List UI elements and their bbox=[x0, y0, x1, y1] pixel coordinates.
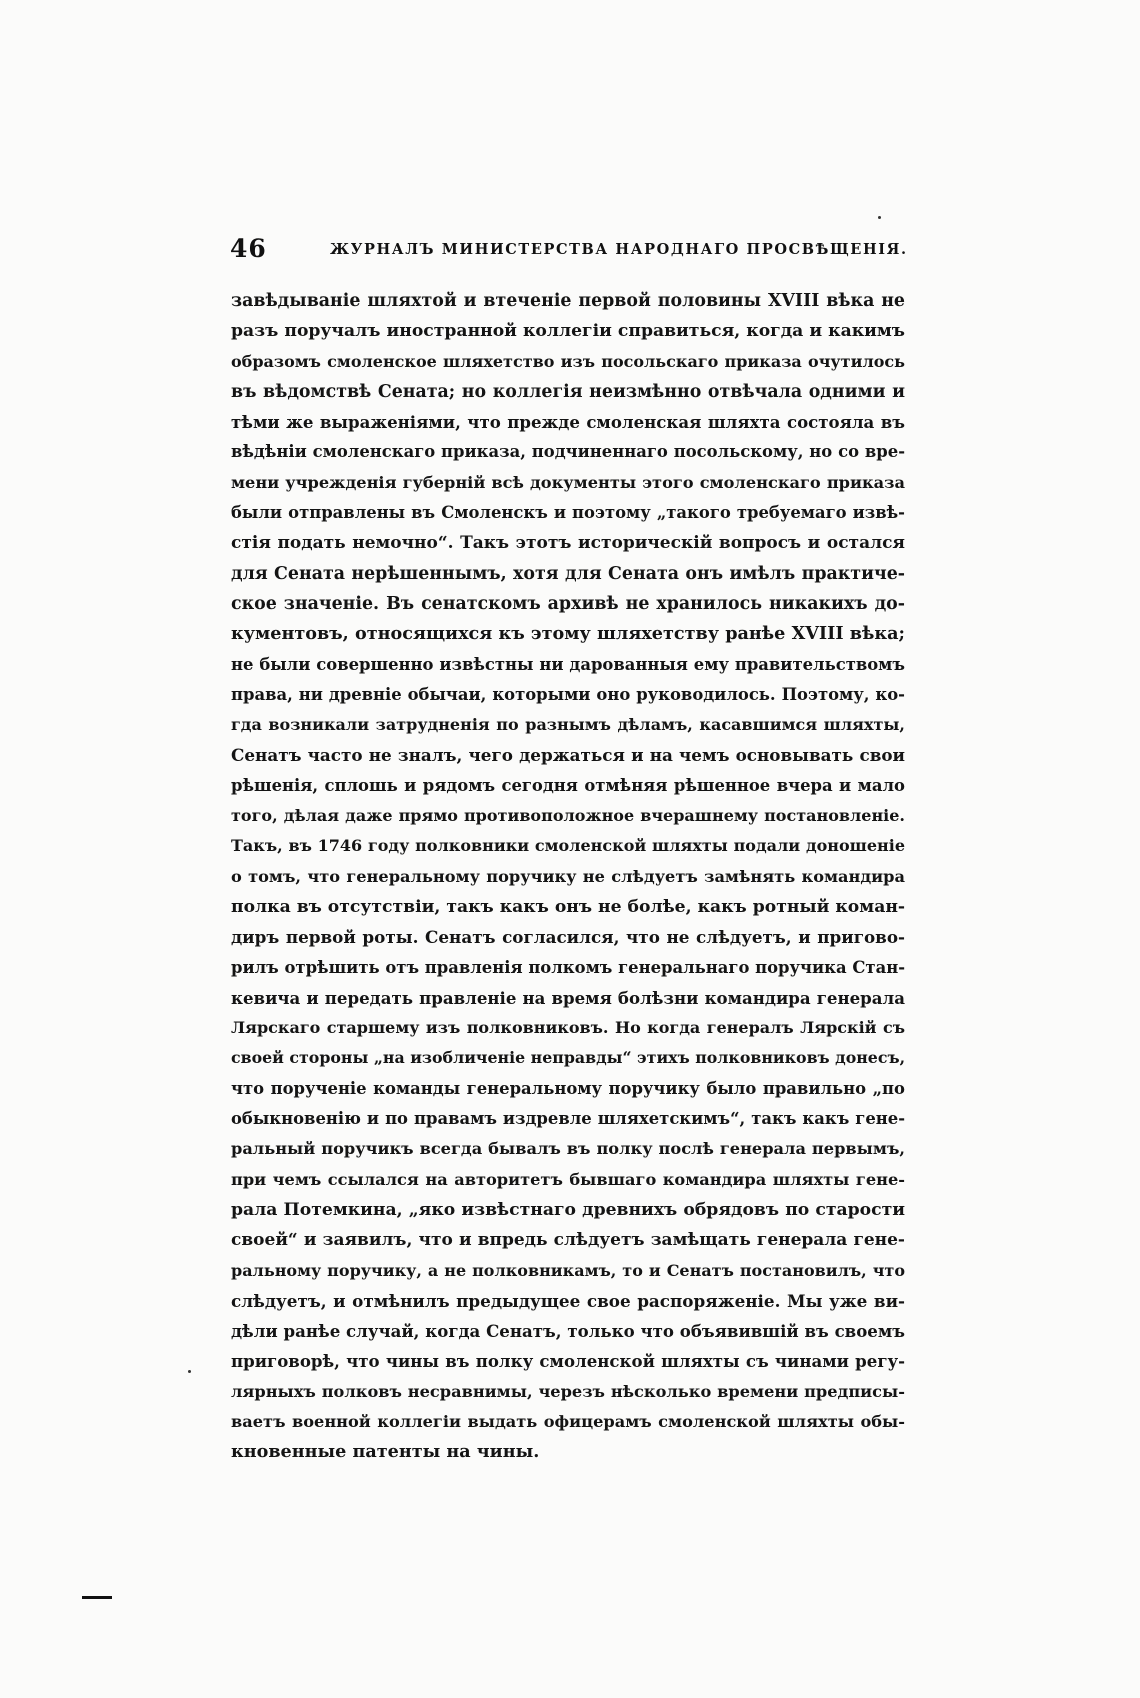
text-line: полка въ отсутствіи, такъ какъ онъ не болѣе, какъ ротный коман- bbox=[231, 896, 905, 917]
text-line: при чемъ ссылался на авторитетъ бывшаго командира шляхты гене- bbox=[231, 1169, 905, 1189]
text-line: своей“ и заявилъ, что и впредь слѣдуетъ замѣщать генерала гене- bbox=[231, 1230, 905, 1251]
text-line: диръ первой роты. Сенатъ согласился, что не слѣдуетъ, и пригово- bbox=[231, 927, 905, 948]
text-line: образомъ смоленское шляхетство изъ посольскаго приказа очутилось bbox=[231, 351, 905, 371]
text-line: того, дѣлая даже прямо противоположное вчерашнему постановленіе. bbox=[231, 806, 905, 826]
text-line: въ вѣдомствѣ Сената; но коллегія неизмѣнно отвѣчала одними и bbox=[231, 381, 905, 402]
text-line: разъ поручалъ иностранной коллегіи справиться, когда и какимъ bbox=[231, 321, 905, 342]
text-line: завѣдываніе шляхтой и втеченіе первой половины XVIII вѣка не bbox=[231, 291, 905, 311]
text-line: слѣдуетъ, и отмѣнилъ предыдущее свое распоряженіе. Мы уже ви- bbox=[231, 1290, 905, 1311]
text-line: мени учрежденія губерній всѣ документы этого смоленскаго приказа bbox=[231, 472, 905, 492]
text-line: права, ни древніе обычаи, которыми оно руководилось. Поэтому, ко- bbox=[231, 684, 905, 704]
text-line: ральный поручикъ всегда бывалъ въ полку послѣ генерала первымъ, bbox=[231, 1139, 905, 1159]
text-line: обыкновенію и по правамъ издревле шляхетскимъ“, такъ какъ гене- bbox=[231, 1109, 905, 1129]
text-line: были отправлены въ Смоленскъ и поэтому „такого требуемаго извѣ- bbox=[231, 503, 905, 523]
text-line: стія подать немочно“. Такъ этотъ историческій вопросъ и остался bbox=[231, 533, 905, 554]
text-line: о томъ, что генеральному поручику не слѣдуетъ замѣнять командира bbox=[231, 866, 905, 886]
text-line: ральному поручику, а не полковникамъ, то и Сенатъ постановилъ, что bbox=[231, 1260, 905, 1280]
text-line: что порученіе команды генеральному поручику было правильно „по bbox=[231, 1078, 905, 1098]
text-line: гда возникали затрудненія по разнымъ дѣламъ, касавшимся шляхты, bbox=[231, 715, 905, 735]
page-number: 46 bbox=[230, 234, 267, 263]
body-text bbox=[231, 286, 905, 1468]
text-line: рилъ отрѣшить отъ правленія полкомъ генеральнаго поручика Стан- bbox=[231, 957, 905, 977]
text-line: ваетъ военной коллегіи выдать офицерамъ смоленской шляхты обы- bbox=[231, 1411, 905, 1431]
text-line: кновенные патенты на чины. bbox=[231, 1441, 540, 1463]
running-title: ЖУРНАЛЪ МИНИСТЕРСТВА НАРОДНАГО ПРОСВѢЩЕНІЯ. bbox=[330, 241, 908, 258]
text-line: кевича и передать правленіе на время болѣзни командира генерала bbox=[231, 987, 905, 1008]
text-line: Сенатъ часто не зналъ, чего держаться и на чемъ основывать свои bbox=[231, 745, 905, 766]
text-line: Лярскаго старшему изъ полковниковъ. Но когда генералъ Лярскій съ bbox=[231, 1018, 905, 1038]
text-line: не были совершенно извѣстны ни дарованныя ему правительствомъ bbox=[231, 654, 905, 674]
margin-dash-mark bbox=[82, 1596, 112, 1599]
text-line: для Сената нерѣшеннымъ, хотя для Сената онъ имѣлъ практиче- bbox=[231, 563, 905, 584]
text-line: ское значеніе. Въ сенатскомъ архивѣ не хранилось никакихъ до- bbox=[231, 593, 905, 614]
text-line: дѣли ранѣе случай, когда Сенатъ, только что объявившій въ своемъ bbox=[231, 1321, 905, 1342]
text-line: приговорѣ, что чины въ полку смоленской шляхты съ чинами регу- bbox=[231, 1351, 905, 1372]
scan-speck bbox=[878, 216, 881, 219]
text-line: рала Потемкина, „яко извѣстнаго древнихъ обрядовъ по старости bbox=[231, 1199, 905, 1220]
text-line: кументовъ, относящихся къ этому шляхетству ранѣе XVIII вѣка; bbox=[231, 623, 905, 645]
text-line: вѣдѣніи смоленскаго приказа, подчиненнаго посольскому, но со вре- bbox=[231, 442, 905, 462]
scan-speck bbox=[188, 1370, 191, 1373]
text-line: рѣшенія, сплошь и рядомъ сегодня отмѣняя рѣшенное вчера и мало bbox=[231, 775, 905, 795]
text-line: лярныхъ полковъ несравнимы, черезъ нѣсколько времени предписы- bbox=[231, 1381, 905, 1401]
text-line: своей стороны „на изобличеніе неправды“ этихъ полковниковъ донесъ, bbox=[231, 1048, 905, 1068]
page-header bbox=[230, 234, 908, 263]
text-line: Такъ, въ 1746 году полковники смоленской шляхты подали доношеніе bbox=[231, 836, 905, 856]
text-line: тѣми же выраженіями, что прежде смоленская шляхта состояла въ bbox=[231, 412, 905, 433]
